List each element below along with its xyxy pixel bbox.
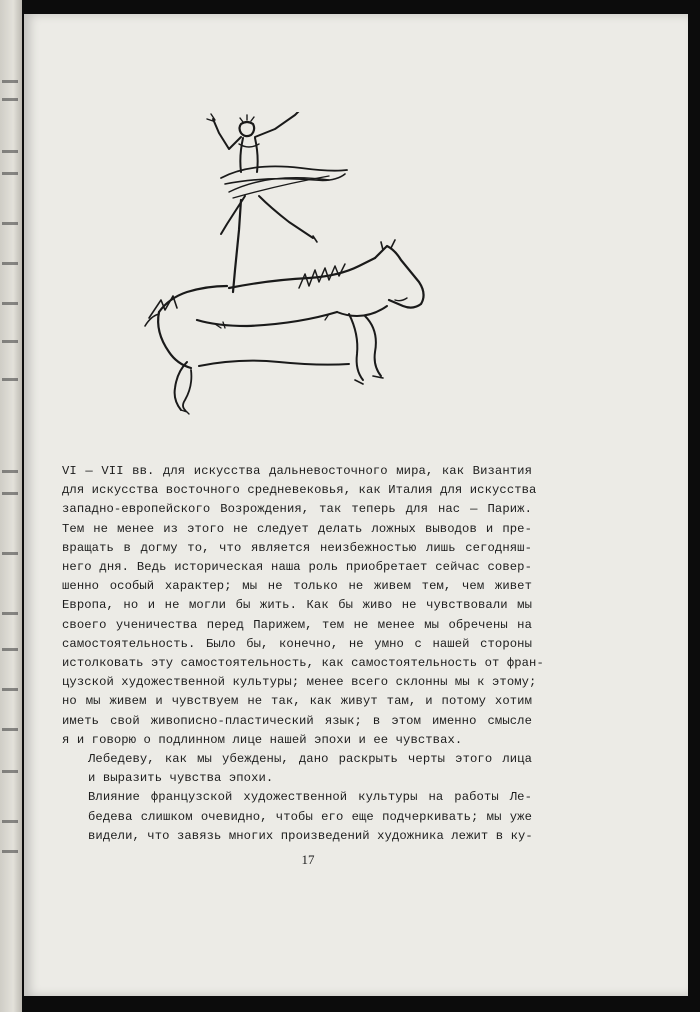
text-line: цузской художественной культуры; менее всего склонны мы к этому; bbox=[62, 675, 537, 690]
paragraph-2 bbox=[62, 750, 532, 788]
text-line: видели, что завязь многих произведений художника лежит в ку- bbox=[88, 828, 533, 843]
text-line: VI — VII вв. для искусства дальневосточного мира, как Византия bbox=[62, 464, 532, 478]
text-line: Влияние французской художественной культуры на работы Ле- bbox=[88, 790, 532, 805]
text-line: и выразить чувства эпохи. bbox=[88, 771, 274, 786]
book-page bbox=[24, 14, 688, 996]
text-line: шенно особый характер; мы не только не живем тем, чем живет bbox=[62, 579, 532, 594]
text-line: него дня. Ведь историческая наша роль приобретает сейчас совер- bbox=[62, 560, 532, 575]
previous-page-edge bbox=[0, 0, 22, 1012]
text-line: своего ученичества перед Парижем, тем не менее мы обречены на bbox=[62, 617, 532, 632]
text-line: я и говорю о подлинном лице нашей эпохи и ее чувствах. bbox=[62, 732, 463, 747]
body-text bbox=[62, 462, 544, 846]
text-line: Лебедеву, как мы убеждены, дано раскрыть черты этого лица bbox=[88, 752, 532, 767]
text-line: для искусства восточного средневековья, как Италия для искусства bbox=[62, 483, 537, 498]
paragraph-1 bbox=[62, 462, 544, 750]
text-line: Европа, но и не могли бы жить. Как бы живо не чувствовали мы bbox=[62, 598, 532, 613]
page-number: 17 bbox=[301, 852, 315, 867]
text-line: западно-европейского Возрождения, так теперь для нас — Париж. bbox=[62, 502, 532, 517]
acrobat-on-horse-drawing bbox=[129, 112, 449, 432]
text-line: самостоятельность. Было бы, конечно, не умно с нашей стороны bbox=[62, 636, 532, 651]
text-line: бедева слишком очевидно, чтобы его еще подчеркивать; мы уже bbox=[88, 809, 532, 824]
text-line: вращать в догму то, что является неизбежностью лишь сегодняш- bbox=[62, 540, 532, 555]
text-line: иметь свой живописно-пластический язык; в этом именно смысле bbox=[62, 713, 532, 728]
text-line: но мы живем и чувствуем не так, как живут там, и потому хотим bbox=[62, 694, 532, 709]
paragraph-3 bbox=[62, 788, 532, 846]
text-line: Тем не менее из этого не следует делать ложных выводов и пре- bbox=[62, 521, 532, 536]
text-line: истолковать эту самостоятельность, как самостоятельность от фран- bbox=[62, 656, 544, 671]
